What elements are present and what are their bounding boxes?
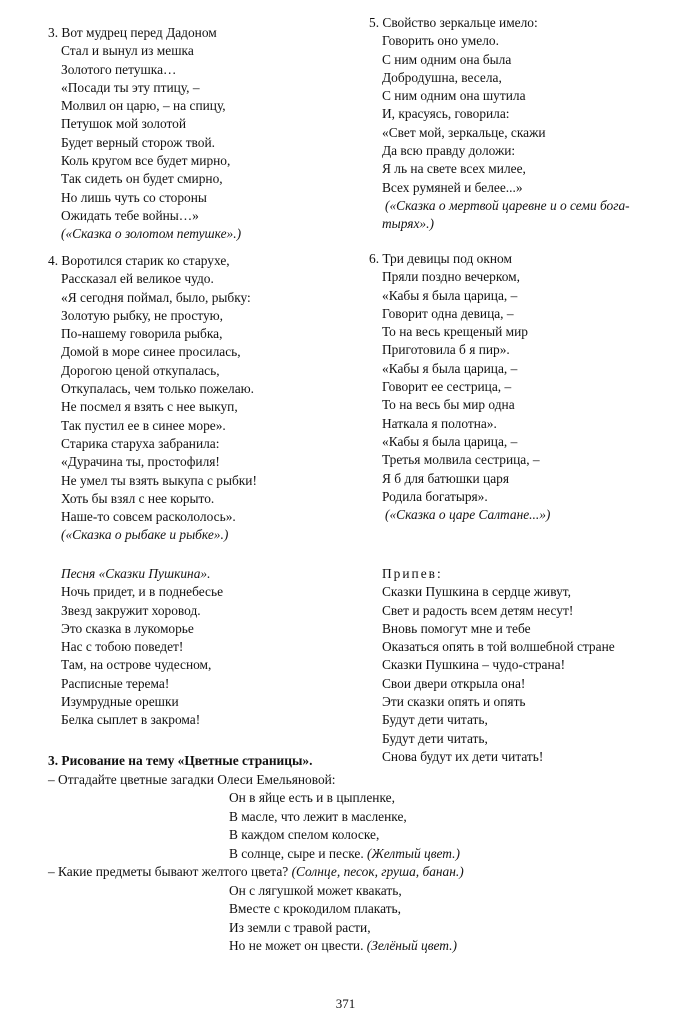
chorus-line: Будут дети читать, xyxy=(382,730,488,746)
chorus-line: Будут дети читать, xyxy=(382,712,488,728)
riddle-line: В каждом спелом колоске, xyxy=(229,827,380,842)
poem-line: Золотую рыбку, не простую, xyxy=(61,307,224,323)
riddle-line xyxy=(48,937,668,956)
question-1: – Отгадайте цветные загадки Олеси Емельяновой: xyxy=(48,771,336,787)
poem-line: Не посмел я взять с нее выкуп, xyxy=(61,399,238,415)
poem-line: Откупалась, чем только пожелаю. xyxy=(61,381,255,397)
chorus-line: Сказки Пушкина в сердце живут, xyxy=(382,584,571,600)
poem-line: Всех румяней и белее...» xyxy=(382,179,523,195)
song-line: Изумрудные орешки xyxy=(61,694,179,710)
poem-line: Наше-то совсем раскололось». xyxy=(61,509,236,525)
poem-line: С ним одним она шутила xyxy=(382,88,526,104)
poem-source: («Сказка о рыбаке и рыбке».) xyxy=(61,527,229,543)
poem-line: С ним одним она была xyxy=(382,51,512,67)
riddle-line-text: В солнце, сыре и песке. xyxy=(229,845,364,861)
poem-line: Не умел ты взять выкупа с рыбки! xyxy=(61,472,257,488)
song-line: Это сказка в лукоморье xyxy=(61,620,194,636)
poem-line: Я ль на свете всех милее, xyxy=(382,161,526,177)
poem-line: Наткала я полотна». xyxy=(382,415,497,431)
song xyxy=(48,565,223,730)
excerpt-5 xyxy=(369,14,630,234)
poem-line: Молвил он царю, – на спицу, xyxy=(61,98,226,114)
section-3 xyxy=(48,752,668,956)
chorus-line: Снова будут их дети читать! xyxy=(382,748,544,764)
excerpt-3 xyxy=(48,24,241,244)
riddle-line: Он в яйце есть и в цыпленке, xyxy=(229,790,395,805)
poem-source: («Сказка о мертвой царевне и о семи бога- xyxy=(385,197,630,213)
poem-line: По-нашему говорила рыбка, xyxy=(61,326,223,342)
page-number: 371 xyxy=(335,996,356,1011)
chorus-line: Сказки Пушкина – чудо-страна! xyxy=(382,657,566,673)
poem-line: Будет верный сторож твой. xyxy=(61,134,215,150)
poem-line: Хоть бы взял с нее корыто. xyxy=(61,490,215,506)
poem-line: То на весь крещеный мир xyxy=(382,324,529,340)
song-title: Песня «Сказки Пушкина». xyxy=(61,566,211,581)
poem-line: «Дурачина ты, простофиля! xyxy=(61,454,220,470)
poem-line: Петушок мой золотой xyxy=(61,116,186,132)
question-2 xyxy=(48,863,668,882)
riddle-line-text: Но не может он цвести. xyxy=(229,938,364,953)
excerpt-4 xyxy=(48,252,257,545)
poem-line: 5. Свойство зеркальце имело: xyxy=(369,15,538,30)
riddle-line: Вместе с крокодилом плакать, xyxy=(229,901,402,916)
riddle-line: Он с лягушкой может квакать, xyxy=(229,882,402,898)
poem-line: Но лишь чуть со стороны xyxy=(61,189,207,205)
question-2-text: – Какие предметы бывают желтого цвета? xyxy=(48,864,289,879)
poem-line: То на весь бы мир одна xyxy=(382,397,515,413)
poem-source: («Сказка о золотом петушке».) xyxy=(61,226,242,242)
chorus-title: Припев: xyxy=(382,566,443,581)
poem-line: Домой в море синее просилась, xyxy=(61,344,241,360)
poem-line: Добродушна, весела, xyxy=(382,69,502,85)
poem-line: Так сидеть он будет смирно, xyxy=(61,171,223,187)
question-2-answer: (Солнце, песок, груша, банан.) xyxy=(291,864,464,879)
poem-line: 6. Три девицы под окном xyxy=(369,251,512,266)
poem-line: «Посади ты эту птицу, – xyxy=(61,79,200,95)
poem-line: И, красуясь, говорила: xyxy=(382,106,510,122)
song-line: Звезд закружит хоровод. xyxy=(61,602,201,618)
poem-line: Да всю правду доложи: xyxy=(382,143,516,159)
poem-line: Родила богатыря». xyxy=(382,488,488,504)
poem-line: Золотого петушка… xyxy=(61,61,177,77)
poem-line: «Кабы я была царица, – xyxy=(382,433,518,449)
poem-line: Стал и вынул из мешка xyxy=(61,43,194,59)
poem-line: Говорит ее сестрица, – xyxy=(382,379,512,395)
section-heading: 3. Рисование на тему «Цветные страницы». xyxy=(48,753,313,768)
song-line: Ночь придет, и в поднебесье xyxy=(61,584,224,600)
chorus-line: Вновь помогут мне и тебе xyxy=(382,620,531,636)
poem-source: тырях».) xyxy=(382,216,434,232)
riddle-line: В масле, что лежит в масленке, xyxy=(229,808,407,824)
poem-line: Говорит одна девица, – xyxy=(382,305,514,321)
chorus-line: Эти сказки опять и опять xyxy=(382,694,526,710)
poem-line: Я б для батюшки царя xyxy=(382,470,510,486)
poem-line: «Свет мой, зеркальце, скажи xyxy=(382,124,546,140)
poem-line: Коль кругом все будет мирно, xyxy=(61,153,231,169)
riddle-answer: (Зелёный цвет.) xyxy=(366,938,457,953)
poem-line: Рассказал ей великое чудо. xyxy=(61,271,214,287)
poem-line: 3. Вот мудрец перед Дадоном xyxy=(48,25,217,40)
song-line: Там, на острове чудесном, xyxy=(61,657,212,673)
chorus-line: Свет и радость всем детям несут! xyxy=(382,602,574,618)
riddle-answer: (Желтый цвет.) xyxy=(367,845,460,861)
song-line: Расписные терема! xyxy=(61,675,170,691)
excerpt-6 xyxy=(369,250,550,524)
chorus-line: Свои двери открыла она! xyxy=(382,675,526,691)
poem-line: Так пустил ее в синее море». xyxy=(61,417,226,433)
poem-line: Говорить оно умело. xyxy=(382,33,499,49)
poem-line: 4. Воротился старик ко старухе, xyxy=(48,253,230,268)
poem-line: Дорогою ценой откупалась, xyxy=(61,362,220,378)
song-line: Нас с тобою поведет! xyxy=(61,639,184,655)
poem-line: Ожидать тебе войны…» xyxy=(61,207,199,223)
riddle-line xyxy=(48,845,668,864)
riddle-line: Из земли с травой расти, xyxy=(229,919,371,935)
chorus xyxy=(369,565,615,766)
poem-line: «Кабы я была царица, – xyxy=(382,287,518,303)
poem-line: «Кабы я была царица, – xyxy=(382,360,518,376)
poem-line: Третья молвила сестрица, – xyxy=(382,452,540,468)
poem-line: Старика старуха забранила: xyxy=(61,435,220,451)
poem-line: Пряли поздно вечерком, xyxy=(382,269,520,285)
chorus-line: Оказаться опять в той волшебной стране xyxy=(382,639,615,655)
song-line: Белка сыплет в закрома! xyxy=(61,712,201,728)
poem-source: («Сказка о царе Салтане...») xyxy=(385,507,551,523)
poem-line: Приготовила б я пир». xyxy=(382,342,510,358)
poem-line: «Я сегодня поймал, было, рыбку: xyxy=(61,289,251,305)
